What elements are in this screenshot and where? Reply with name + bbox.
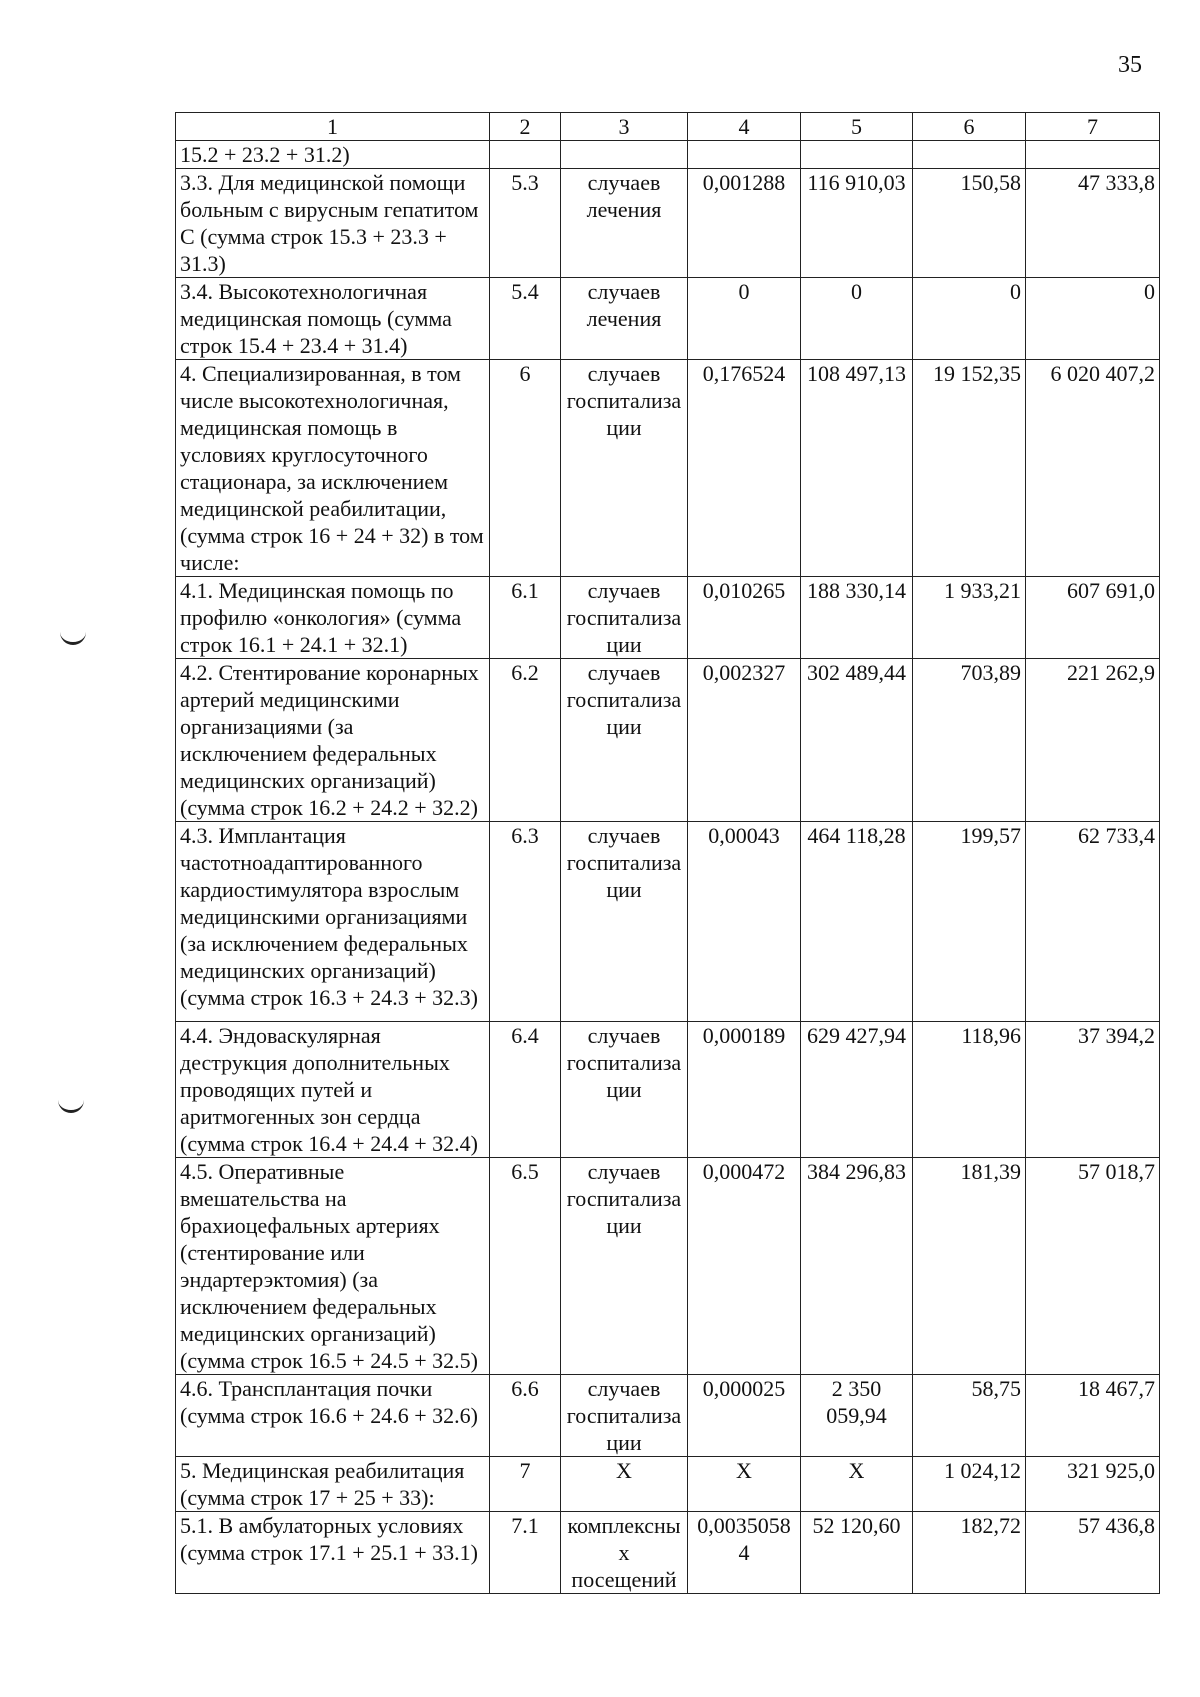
- unit-cell: случаев лечения: [561, 169, 688, 278]
- norm-cell: [688, 141, 801, 169]
- unit-cell: [561, 141, 688, 169]
- norm-cell: 0,00350584: [688, 1512, 801, 1594]
- total-cell: 62 733,4: [1026, 822, 1160, 1022]
- unit-cell: случаев госпитализации: [561, 1375, 688, 1457]
- norm-cell: 0: [688, 278, 801, 360]
- header-cell: 7: [1026, 113, 1160, 141]
- table-row: [176, 1375, 1160, 1457]
- total-cell: 0: [1026, 278, 1160, 360]
- norm-cell: 0,000189: [688, 1022, 801, 1158]
- unit-cell: случаев госпитализации: [561, 360, 688, 577]
- unit-cell: комплексных посещений: [561, 1512, 688, 1594]
- per-capita-cell: 58,75: [913, 1375, 1026, 1457]
- row-label-cell: 5.1. В амбулаторных условиях (сумма строк 17.1 + 25.1 + 33.1): [176, 1512, 490, 1594]
- table-row: [176, 1022, 1160, 1158]
- norm-cell: 0,002327: [688, 659, 801, 822]
- table-row: [176, 278, 1160, 360]
- total-cell: 221 262,9: [1026, 659, 1160, 822]
- table-row: [176, 360, 1160, 577]
- norm-cell: 0,010265: [688, 577, 801, 659]
- per-capita-cell: 703,89: [913, 659, 1026, 822]
- cost-cell: Х: [801, 1457, 913, 1512]
- header-cell: 1: [176, 113, 490, 141]
- table-container: [175, 112, 1159, 1594]
- table-row: [176, 577, 1160, 659]
- cost-cell: 629 427,94: [801, 1022, 913, 1158]
- unit-cell: случаев госпитализации: [561, 822, 688, 1022]
- unit-cell: Х: [561, 1457, 688, 1512]
- total-cell: 57 018,7: [1026, 1158, 1160, 1375]
- per-capita-cell: 1 933,21: [913, 577, 1026, 659]
- row-label-cell: 5. Медицинская реабилитация (сумма строк 17 + 25 + 33):: [176, 1457, 490, 1512]
- row-label-cell: 4.4. Эндоваскулярная деструкция дополнительных проводящих путей и аритмогенных зон сердца (сумма строк 16.4 + 24.4 + 32.4): [176, 1022, 490, 1158]
- cost-cell: 188 330,14: [801, 577, 913, 659]
- norm-cell: 0,176524: [688, 360, 801, 577]
- row-label-cell: 4.3. Имплантация частотноадаптированного кардиостимулятора взрослым медицинскими организациями (за исключением федеральных медицинских организаций) (сумма строк 16.3 + 24.3 + 32.3): [176, 822, 490, 1022]
- row-code-cell: 6.4: [490, 1022, 561, 1158]
- cost-cell: 116 910,03: [801, 169, 913, 278]
- unit-cell: случаев госпитализации: [561, 577, 688, 659]
- row-label-cell: 3.3. Для медицинской помощи больным с вирусным гепатитом С (сумма строк 15.3 + 23.3 + 31.3): [176, 169, 490, 278]
- cost-cell: 302 489,44: [801, 659, 913, 822]
- cost-cell: 52 120,60: [801, 1512, 913, 1594]
- per-capita-cell: 182,72: [913, 1512, 1026, 1594]
- table-row: [176, 141, 1160, 169]
- unit-cell: случаев лечения: [561, 278, 688, 360]
- total-cell: 6 020 407,2: [1026, 360, 1160, 577]
- per-capita-cell: 181,39: [913, 1158, 1026, 1375]
- row-label-cell: 3.4. Высокотехнологичная медицинская помощь (сумма строк 15.4 + 23.4 + 31.4): [176, 278, 490, 360]
- header-cell: 6: [913, 113, 1026, 141]
- row-code-cell: 7: [490, 1457, 561, 1512]
- total-cell: 18 467,7: [1026, 1375, 1160, 1457]
- table-row: [176, 659, 1160, 822]
- header-cell: 3: [561, 113, 688, 141]
- cost-cell: 384 296,83: [801, 1158, 913, 1375]
- row-label-cell: 15.2 + 23.2 + 31.2): [176, 141, 490, 169]
- row-code-cell: 6.3: [490, 822, 561, 1022]
- per-capita-cell: 118,96: [913, 1022, 1026, 1158]
- margin-mark: [58, 1098, 84, 1113]
- per-capita-cell: [913, 141, 1026, 169]
- norm-cell: 0,000025: [688, 1375, 801, 1457]
- cost-cell: 2 350 059,94: [801, 1375, 913, 1457]
- unit-cell: случаев госпитализации: [561, 1022, 688, 1158]
- row-code-cell: 6.1: [490, 577, 561, 659]
- header-cell: 2: [490, 113, 561, 141]
- cost-cell: 464 118,28: [801, 822, 913, 1022]
- per-capita-cell: 199,57: [913, 822, 1026, 1022]
- total-cell: 57 436,8: [1026, 1512, 1160, 1594]
- row-code-cell: 6.6: [490, 1375, 561, 1457]
- header-cell: 4: [688, 113, 801, 141]
- norm-cell: 0,00043: [688, 822, 801, 1022]
- per-capita-cell: 19 152,35: [913, 360, 1026, 577]
- header-cell: 5: [801, 113, 913, 141]
- row-label-cell: 4. Специализированная, в том числе высокотехнологичная, медицинская помощь в условиях круглосуточного стационара, за исключением медицинской реабилитации, (сумма строк 16 + 24 + 32) в том числе:: [176, 360, 490, 577]
- row-code-cell: 5.3: [490, 169, 561, 278]
- table-row: [176, 169, 1160, 278]
- row-label-cell: 4.1. Медицинская помощь по профилю «онкология» (сумма строк 16.1 + 24.1 + 32.1): [176, 577, 490, 659]
- table-header-row: [176, 113, 1160, 141]
- norm-cell: 0,001288: [688, 169, 801, 278]
- row-code-cell: 6.5: [490, 1158, 561, 1375]
- norm-cell: Х: [688, 1457, 801, 1512]
- row-code-cell: 6.2: [490, 659, 561, 822]
- page-number: 35: [1118, 52, 1142, 78]
- unit-cell: случаев госпитализации: [561, 1158, 688, 1375]
- table-row: [176, 1512, 1160, 1594]
- total-cell: [1026, 141, 1160, 169]
- row-code-cell: 7.1: [490, 1512, 561, 1594]
- per-capita-cell: 150,58: [913, 169, 1026, 278]
- cost-cell: 108 497,13: [801, 360, 913, 577]
- margin-mark: [60, 630, 86, 645]
- cost-cell: 0: [801, 278, 913, 360]
- row-code-cell: 5.4: [490, 278, 561, 360]
- row-label-cell: 4.6. Трансплантация почки (сумма строк 16.6 + 24.6 + 32.6): [176, 1375, 490, 1457]
- row-label-cell: 4.2. Стентирование коронарных артерий медицинскими организациями (за исключением федеральных медицинских организаций) (сумма строк 16.2 + 24.2 + 32.2): [176, 659, 490, 822]
- per-capita-cell: 1 024,12: [913, 1457, 1026, 1512]
- norm-cell: 0,000472: [688, 1158, 801, 1375]
- per-capita-cell: 0: [913, 278, 1026, 360]
- row-code-cell: [490, 141, 561, 169]
- table-row: [176, 1457, 1160, 1512]
- table-row: [176, 822, 1160, 1022]
- row-code-cell: 6: [490, 360, 561, 577]
- unit-cell: случаев госпитализации: [561, 659, 688, 822]
- total-cell: 37 394,2: [1026, 1022, 1160, 1158]
- cost-cell: [801, 141, 913, 169]
- total-cell: 321 925,0: [1026, 1457, 1160, 1512]
- row-label-cell: 4.5. Оперативные вмешательства на брахиоцефальных артериях (стентирование или эндартерэктомия) (за исключением федеральных медицинских организаций) (сумма строк 16.5 + 24.5 + 32.5): [176, 1158, 490, 1375]
- total-cell: 47 333,8: [1026, 169, 1160, 278]
- data-table: [175, 112, 1160, 1594]
- table-row: [176, 1158, 1160, 1375]
- total-cell: 607 691,0: [1026, 577, 1160, 659]
